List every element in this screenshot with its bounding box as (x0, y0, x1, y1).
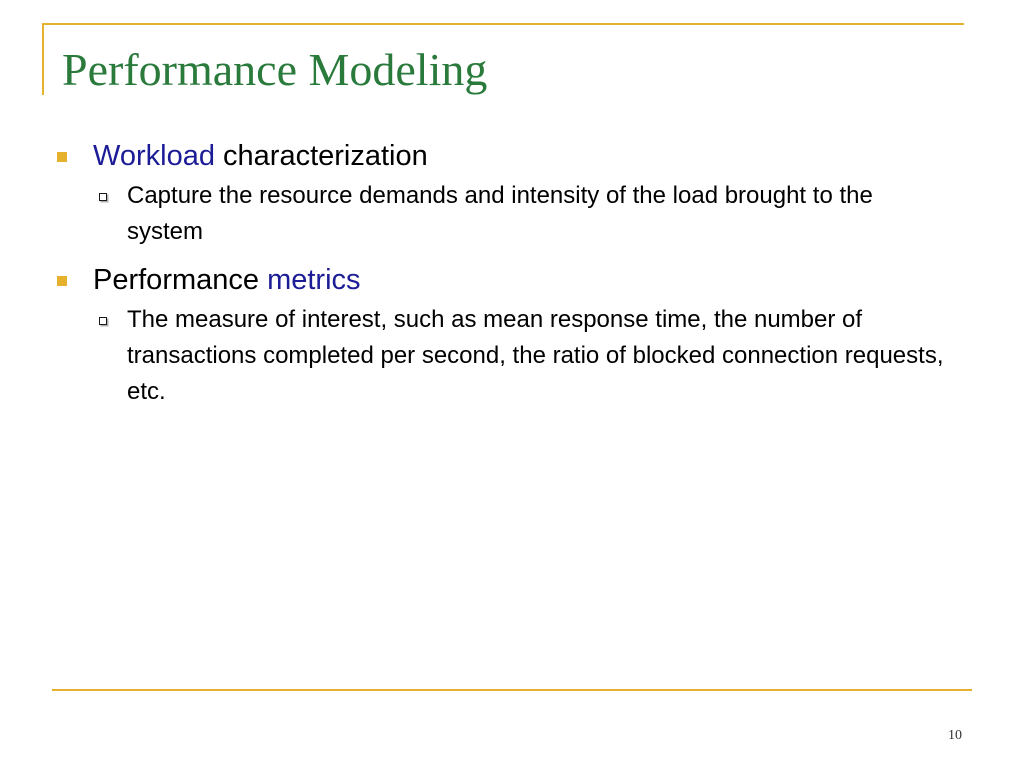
frame-top-line (42, 23, 964, 25)
sub-bullet-text: Capture the resource demands and intensity of the load brought to the system (127, 182, 873, 245)
frame-left-line (42, 23, 44, 95)
bullet-workload (55, 134, 955, 178)
page-number: 10 (948, 728, 962, 743)
square-bullet-icon (57, 276, 67, 286)
hollow-square-bullet-icon (99, 317, 107, 325)
bullet-accent-text: Workload (93, 140, 215, 172)
slide-title: Performance Modeling (62, 44, 488, 95)
bullet-metrics (55, 258, 955, 302)
sub-bullet-text: The measure of interest, such as mean response time, the number of transactions completed per second, the ratio of blocked connection requests, etc. (127, 306, 944, 405)
bullet-accent-text: metrics (267, 264, 361, 296)
square-bullet-icon (57, 152, 67, 162)
bullet-text: Performance (93, 264, 268, 296)
sub-bullet-metrics (127, 302, 955, 410)
sub-bullet-workload (127, 178, 955, 250)
bottom-divider (52, 689, 972, 691)
bullet-text: characterization (214, 140, 428, 172)
hollow-square-bullet-icon (99, 193, 107, 201)
slide-content (55, 134, 955, 418)
